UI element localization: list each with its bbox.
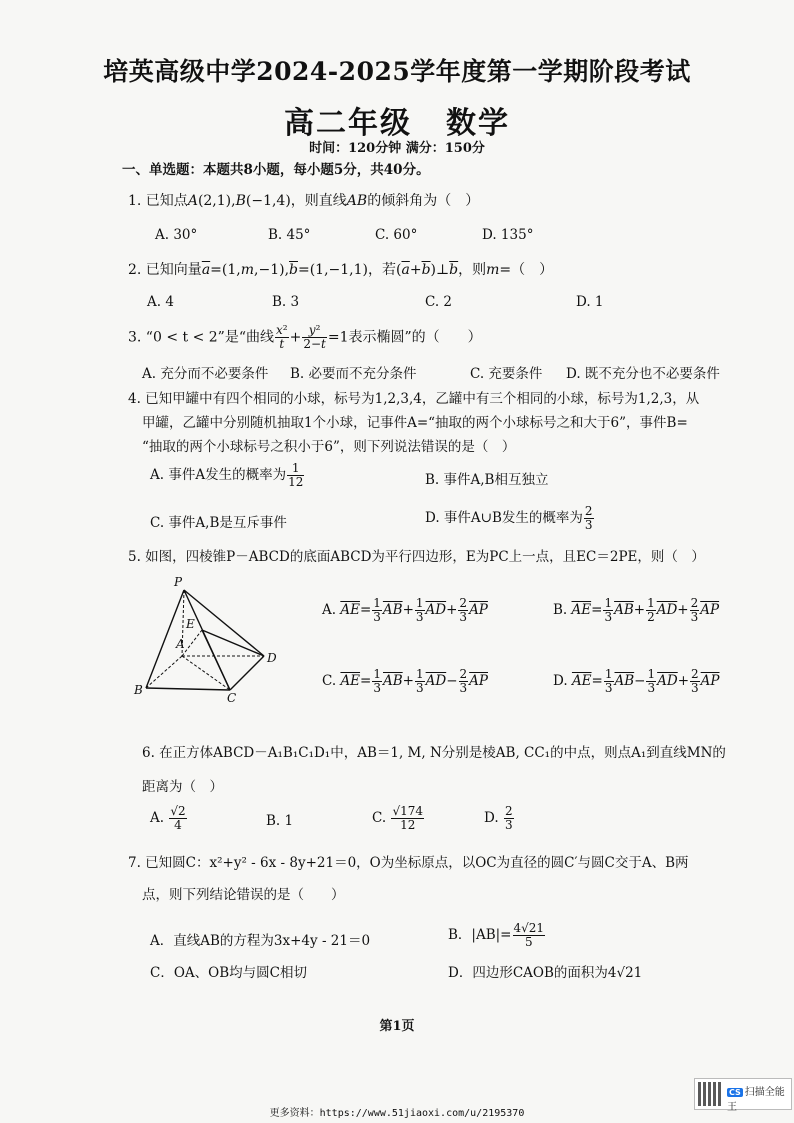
question-7-line-1: 7. 已知圆C：x²+y² - 6x - 8y+21＝0，O为坐标原点，以OC为直径的圆C′与圆C交于A、B两	[128, 855, 689, 871]
question-2: 2. 已知向量$\overline{a}=(1,m,-1),\overline{b}=(1,-1,1)$，若$(\overline{a}+\overline{b})\perp\overline{b}$，则m=（ ）	[128, 262, 554, 278]
q5-option-a-label: A.	[322, 602, 337, 618]
q5-option-b-label: B.	[553, 602, 568, 618]
q4-option-b: B. 事件A,B相互独立	[425, 472, 549, 488]
q2-option-d: D. 1	[576, 294, 604, 310]
q5-option-d: D. $\overline{AE}=$ $\frac{1}{3}$ $\overline{AB}-$ $\frac{1}{3}$ $\overline{AD}+$ $\frac{2}{3}$ $\overline{AP}$	[553, 667, 720, 695]
q4-option-d-text: D. 事件A∪B发生的概率为	[425, 510, 583, 526]
fraction: $\frac{2}{3}$	[459, 596, 468, 624]
q2-option-a: A. 4	[147, 294, 174, 310]
question-7-line-2: 点，则下列结论错误的是（ ）	[142, 887, 345, 903]
q2-stem-2: ，若	[368, 262, 396, 278]
q1-stem: 1. 已知点	[128, 193, 188, 209]
q2-option-c: C. 2	[425, 294, 453, 310]
fraction: $\frac{1}{3}$	[647, 667, 656, 695]
fraction: $\frac{2}{3}$	[459, 667, 468, 695]
q5-option-d-label: D.	[553, 673, 568, 689]
q1-option-c: C. 60°	[375, 227, 418, 243]
q6-option-c-label: C.	[372, 810, 387, 826]
question-4-line-3: “抽取的两个小球标号之积小于6”，则下列说法错误的是（ ）	[142, 439, 516, 455]
q6-option-d-label: D.	[484, 810, 499, 826]
q4-option-a	[150, 462, 305, 489]
edge-bc	[146, 688, 230, 690]
q7-option-b-label: B．|AB|=	[448, 927, 512, 943]
pyramid-figure	[130, 572, 290, 704]
subject: 数学	[446, 106, 510, 141]
question-6-line-2: 距离为（ ）	[142, 779, 223, 795]
scanner-logo: CS 扫描全能王	[727, 1087, 785, 1113]
label-b: B	[134, 683, 143, 697]
resource-link[interactable]: 更多资料：https://www.51jiaoxi.com/u/2195370	[269, 1108, 525, 1119]
question-6-line-1: 6. 在正方体ABCD－A₁B₁C₁D₁中，AB＝1, M, N分别是棱AB, CC₁的中点，则点A₁到直线MN的	[142, 745, 726, 761]
fraction: $\frac{2}{3}$	[690, 596, 699, 624]
fraction: $\frac{2}{3}$	[504, 804, 513, 832]
question-1: 1. 已知点A(2,1),B(−1,4)，则直线AB的倾斜角为（ ）	[128, 193, 480, 209]
fraction: $\frac{1}{3}$	[373, 596, 381, 624]
q3-option-b: B. 必要而不充分条件	[290, 366, 417, 382]
q4-option-d	[425, 505, 595, 532]
fraction: $\frac{1}{12}$	[288, 461, 304, 489]
q2-option-b: B. 3	[272, 294, 300, 310]
segment-ae	[182, 630, 202, 656]
q5-option-b: B. $\overline{AE}=$ $\frac{1}{3}$ $\overline{AB}+$ $\frac{1}{2}$ $\overline{AD}+$ $\frac{2}{3}$ $\overline{AP}$	[553, 596, 720, 624]
fraction: $\frac{\text{y²}}{2-t}$	[303, 323, 326, 351]
q3-stem: 3. “0 < t < 2”是“曲线	[128, 329, 274, 346]
q3-option-c: C. 充要条件	[470, 366, 543, 382]
fraction: $\frac{4√21}{5}$	[513, 921, 545, 949]
page-number: 第1页	[379, 1019, 415, 1034]
fraction: $\frac{1}{3}$	[604, 667, 613, 695]
fraction: $\frac{\text{x²}}{t}$	[275, 323, 288, 351]
label-e: E	[186, 617, 195, 631]
q6-option-a	[150, 805, 188, 832]
grade-subject	[0, 98, 794, 142]
scanner-name: 扫描全能王	[727, 1087, 785, 1113]
q1-option-a: A. 30°	[155, 227, 198, 243]
question-5: 5. 如图，四棱锥P－ABCD的底面ABCD为平行四边形，E为PC上一点，且EC＝2PE，则（ ）	[128, 549, 705, 565]
fraction: $\frac{1}{3}$	[373, 667, 381, 695]
fraction: $\frac{2}{3}$	[691, 667, 699, 695]
question-4-line-2: 甲罐，乙罐中分别随机抽取1个小球，记事件A=“抽取的两个小球标号之和大于6”，事件B=	[142, 415, 688, 431]
label-c: C	[227, 691, 237, 704]
q5-option-a: A. $\overline{AE}=$ $\frac{1}{3}$ $\overline{AB}+$ $\frac{1}{3}$ $\overline{AD}+$ $\frac{2}{3}$ $\overline{AP}$	[322, 596, 488, 624]
fraction: $\frac{1}{3}$	[415, 667, 424, 695]
q7-option-b	[448, 922, 546, 949]
fraction: $\frac{1}{3}$	[415, 596, 424, 624]
q7-option-a: A．直线AB的方程为3x+4y - 21＝0	[150, 933, 371, 949]
label-d: D	[267, 651, 277, 665]
q6-option-b: B. 1	[266, 813, 294, 829]
fraction: $\frac{1}{2}$	[647, 596, 655, 624]
q6-option-d	[484, 805, 515, 832]
q1-stem-3: 的倾斜角为（ ）	[367, 193, 480, 209]
fraction: $\frac{1}{3}$	[604, 596, 613, 624]
q2-stem-3: ，则	[458, 262, 487, 278]
q7-option-c: C．OA、OB均与圆C相切	[150, 965, 307, 981]
segment-ed	[202, 630, 264, 656]
q3-option-a: A. 充分而不必要条件	[142, 366, 269, 382]
fraction: $\frac{√2}{4}$	[170, 804, 186, 832]
q4-option-c: C. 事件A,B是互斥事件	[150, 515, 287, 531]
label-a: A	[176, 637, 185, 651]
exam-meta: 时间：120分钟 满分：150分	[309, 141, 485, 156]
label-p: P	[174, 575, 183, 589]
segment-ec	[202, 630, 230, 690]
q7-option-d: D．四边形CAOB的面积为4√21	[448, 965, 643, 981]
q5-option-c: C. $\overline{AE}=$ $\frac{1}{3}$ $\overline{AB}+$ $\frac{1}{3}$ $\overline{AD}-$ $\frac{2}{3}$ $\overline{AP}$	[322, 667, 488, 695]
q4-option-a-text: A. 事件A发生的概率为	[150, 467, 287, 483]
q3-option-d: D. 既不充分也不必要条件	[566, 366, 720, 382]
fraction: $\frac{2}{3}$	[584, 504, 593, 532]
edge-ba	[146, 656, 182, 688]
fraction: $\frac{√174}{12}$	[392, 804, 423, 832]
edge-cd	[230, 656, 264, 690]
question-4-line-1: 4. 已知甲罐中有四个相同的小球，标号为1,2,3,4，乙罐中有三个相同的小球，标号为1,2,3，从	[128, 391, 700, 407]
grade: 高二年级	[284, 106, 412, 141]
q2-stem: 2. 已知向量	[128, 262, 202, 278]
edge-pd	[184, 590, 264, 656]
q6-option-c	[372, 805, 425, 832]
q1-option-d: D. 135°	[482, 227, 534, 243]
q1-stem-2: ，则直线	[290, 193, 347, 209]
q1-option-b: B. 45°	[268, 227, 311, 243]
question-3: 3. “0 < t < 2”是“曲线 $\frac{\text{x²}}{t}$ + $\frac{\text{y²}}{2-t}$ =1表示椭圆”的（ ）	[128, 323, 482, 351]
qr-code-icon	[698, 1082, 722, 1106]
q5-option-c-label: C.	[322, 673, 337, 689]
q3-stem-2: =1表示椭圆”的（ ）	[327, 329, 482, 346]
section-heading: 一、单选题：本题共8小题，每小题5分，共40分。	[122, 162, 430, 178]
exam-title: 培英高级中学2024-2025学年度第一学期阶段考试	[103, 57, 691, 86]
q2-stem-4: （ ）	[511, 262, 554, 278]
q6-option-a-label: A.	[150, 810, 165, 826]
